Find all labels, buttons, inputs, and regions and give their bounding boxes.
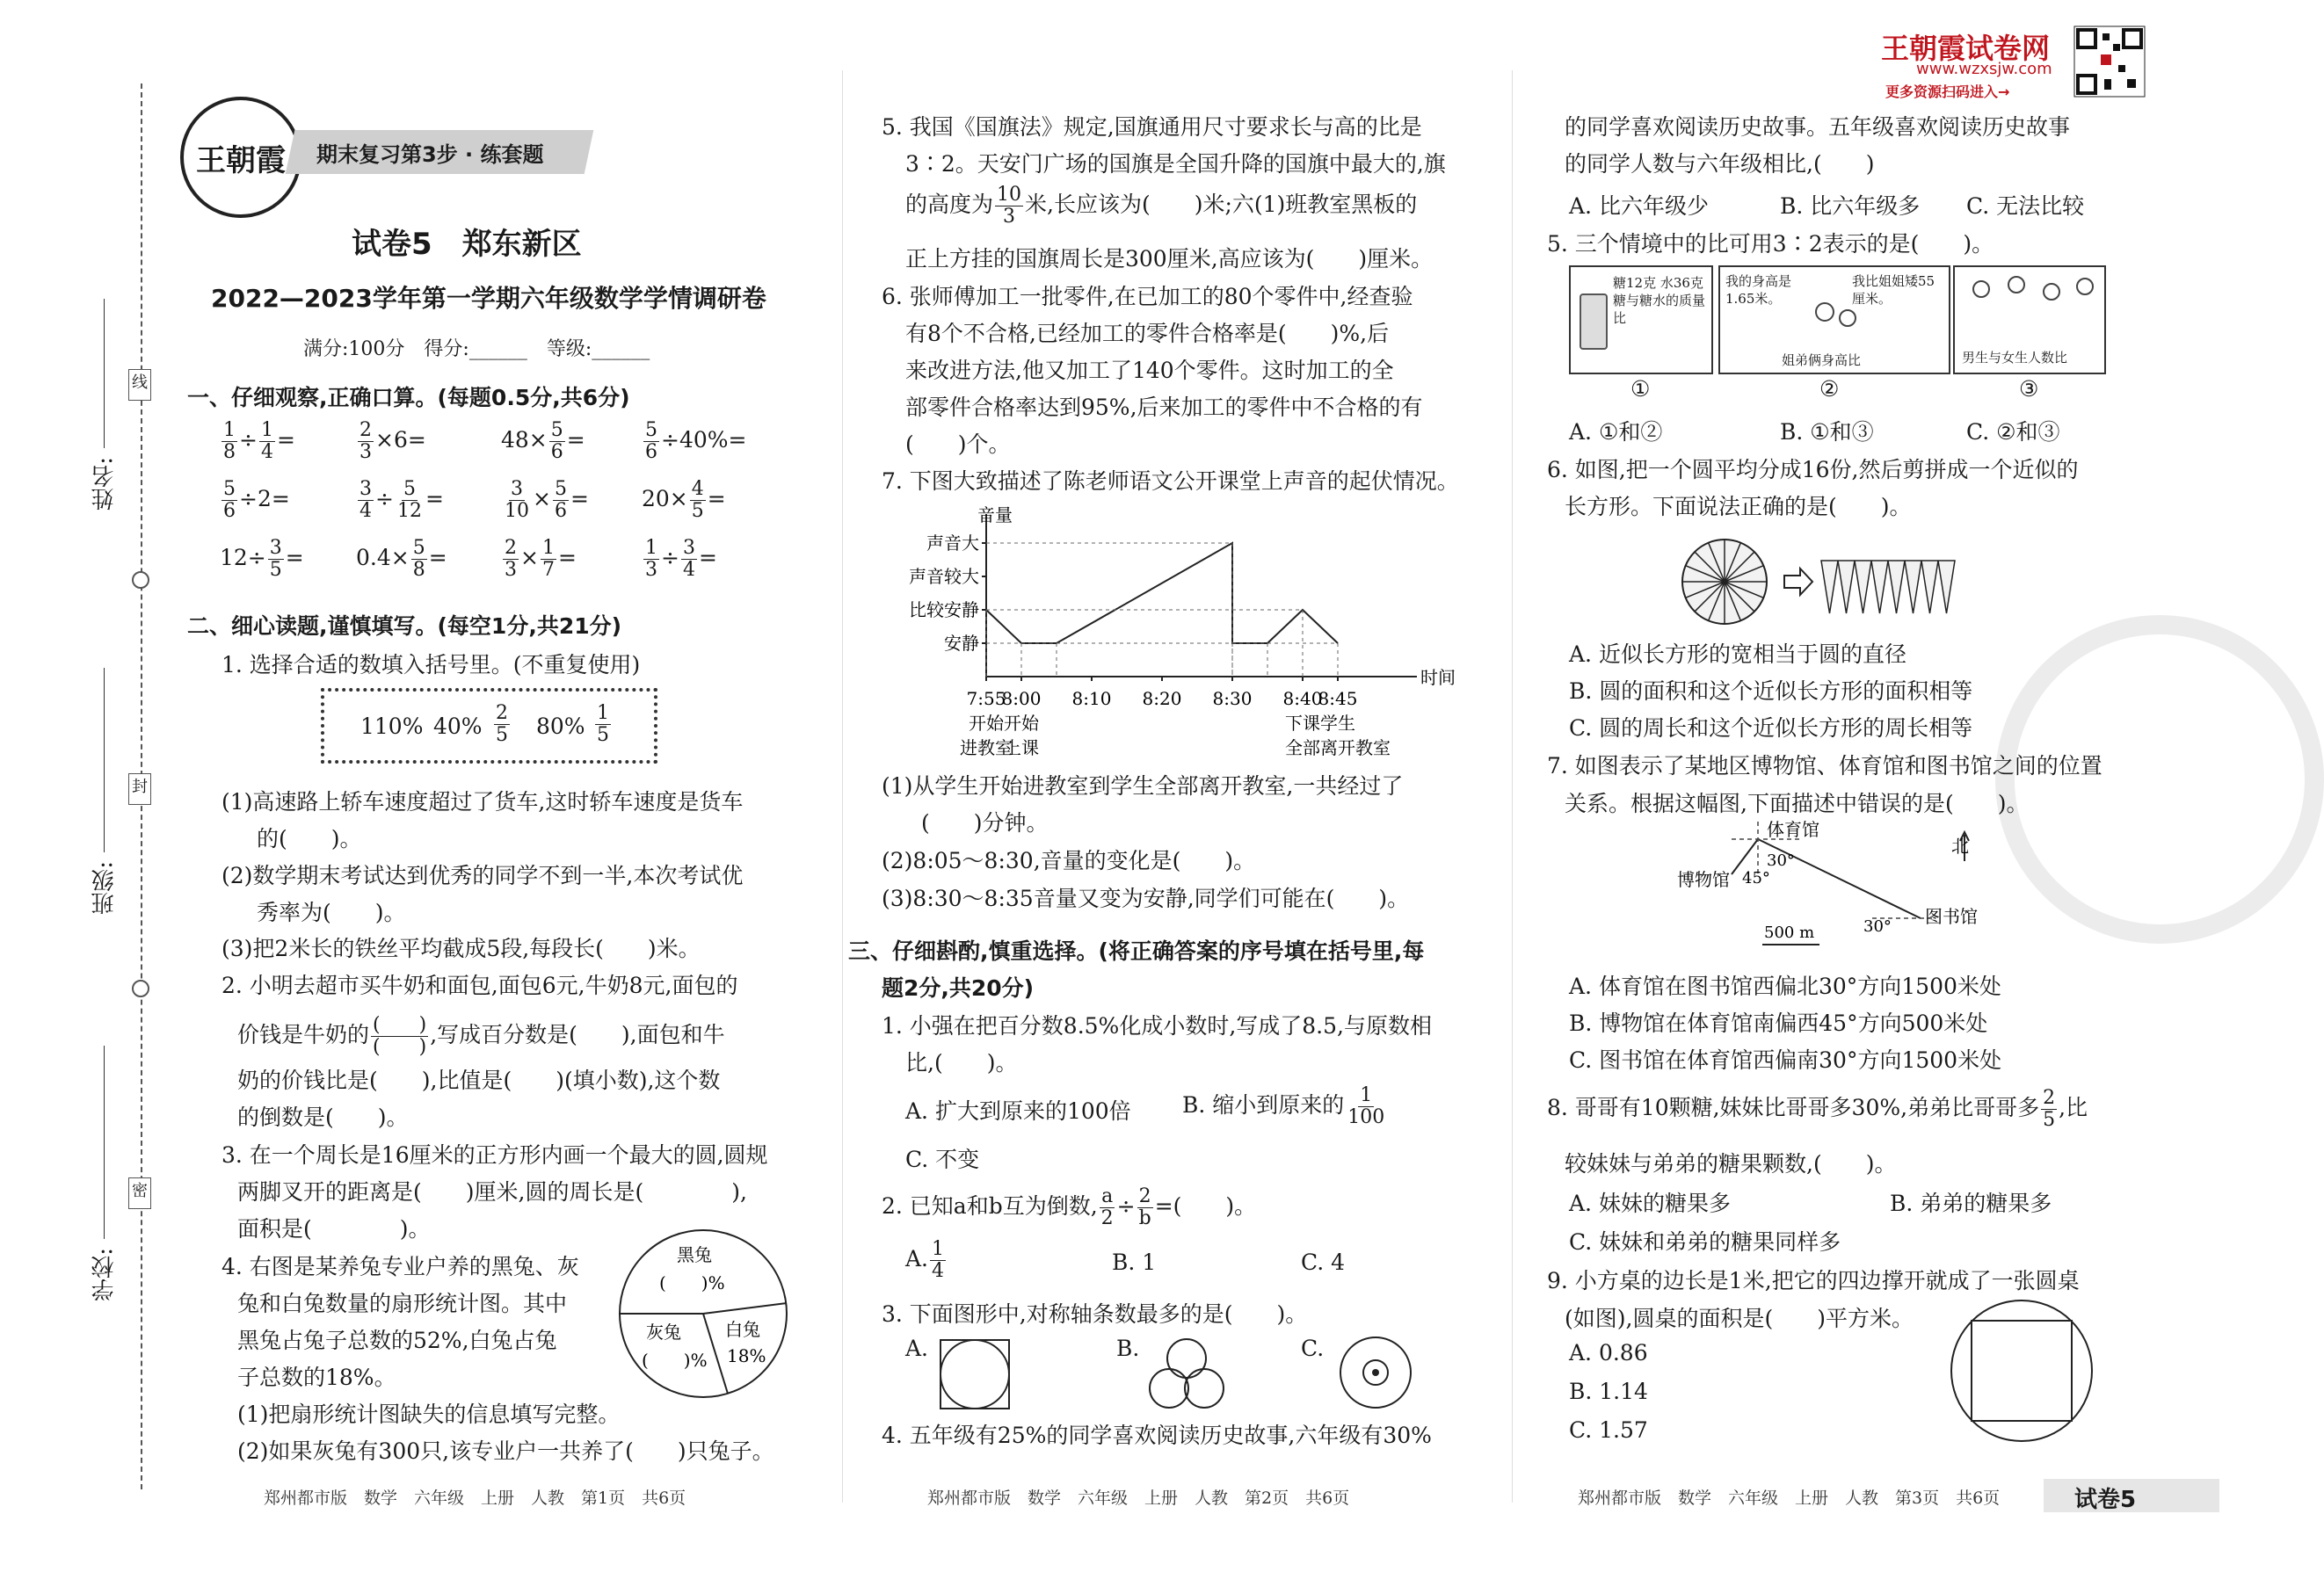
choice-q4-c[interactable]: C. 无法比较 [1966,193,2085,219]
choice-q9: 9. 小方桌的边长是1米,把它的四边撑开就成了一张圆桌 [1547,1268,2080,1293]
q2-4e: (1)把扇形统计图缺失的信息填写完整。 [237,1402,621,1427]
chart-x-tick-label: 8:30 [1212,688,1253,709]
section1-heading: 一、仔细观察,正确口算。(每题0.5分,共6分) [187,385,630,410]
choice-q8: 8. 哥哥有10颗糖,妹妹比哥哥多30%,弟弟比哥哥多 $\frac{2}{5}$ ,比 [1547,1087,2088,1131]
scenario-image-2: 我的身高是1.65米。 我比姐姐矮55厘米。 姐弟俩身高比 [1718,265,1950,374]
scenario-image-3: 男生与女生人数比 [1953,265,2106,374]
position-map [1670,819,2039,953]
chart-x-note: 下课 [1285,713,1320,734]
map-angle-45: 45° [1742,869,1770,887]
calc-item: $\frac{2}{3}$ ×6= [359,419,426,463]
q2-5a: 5. 我国《国旗法》规定,国旗通用尺寸要求长与高的比是 [882,114,1422,140]
calc-item: $\frac{3}{4}$ ÷ $\frac{5}{12}$ = [359,478,444,522]
q2-1-2: (2)数学期末考试达到优秀的同学不到一半,本次考试优 [222,863,744,888]
site-url[interactable]: www.wzxsjw.com [1916,60,2052,78]
choice-q6: 6. 如图,把一个圆平均分成16份,然后剪拼成一个近似的 [1547,457,2079,482]
choice-q8-b[interactable]: B. 弟弟的糖果多 [1890,1191,2052,1216]
choice-q7-a[interactable]: A. 体育馆在图书馆西偏北30°方向1500米处 [1569,974,2001,999]
choice-q8b: 较妹妹与弟弟的糖果颗数,( )。 [1565,1151,1897,1177]
square-circle-figure [936,1336,1015,1415]
q2-4c: 黑兔占兔子总数的52%,白兔占兔 [237,1328,557,1353]
q2-4f: (2)如果灰兔有300只,该专业户一共养了( )只兔子。 [237,1438,774,1464]
chart-x-tick-label: 7:55 [966,688,1006,709]
choice-q9-c[interactable]: C. 1.57 [1569,1417,1648,1443]
pie-divider [703,1303,787,1314]
q2-7: 7. 下图大致描述了陈老师语文公开课堂上声音的起伏情况。 [882,468,1459,494]
qr-code-icon[interactable] [2074,26,2145,97]
beaker-icon [1580,293,1608,350]
q2-1-text: 1. 选择合适的数填入括号里。(不重复使用) [222,652,641,677]
class-field[interactable] [104,668,105,852]
cut-mark-1: 线 [128,369,151,401]
chart-x-note: 开始 [1004,713,1039,734]
person-icon [1972,280,1990,298]
pie-label-black: 黑兔 [677,1244,712,1265]
q2-1-1-blank[interactable]: 的( )。 [257,826,362,851]
map-museum-label: 博物馆 [1677,869,1730,890]
school-label: 学校: [91,1248,118,1301]
q2-4b: 兔和白兔数量的扇形统计图。其中 [237,1291,568,1316]
chart-y-tick-label: 安静 [944,633,979,654]
arrow-right-icon [1784,569,1812,595]
school-field[interactable] [104,1046,105,1239]
three-circles-figure [1143,1334,1231,1413]
choice-q1-c[interactable]: C. 不变 [905,1147,980,1172]
choice-q2-a[interactable]: A. $\frac{1}{4}$ [905,1238,945,1282]
q2-3: 3. 在一个周长是16厘米的正方形内画一个最大的圆,圆规 [222,1142,768,1168]
q2-6c: 来改进方法,他又加工了140个零件。这时加工的全 [905,358,1394,383]
choice-q5-b[interactable]: B. ①和③ [1780,419,1874,445]
choice-q6b: 长方形。下面说法正确的是( )。 [1565,494,1912,519]
calc-item: 20× $\frac{4}{5}$ = [642,478,726,522]
calc-item: 12÷ $\frac{3}{5}$ = [220,537,304,581]
person-icon [2043,283,2060,301]
chart-x-note: 全部离开教室 [1285,737,1391,758]
pie-label-gray: 灰兔 [646,1322,681,1343]
choice-q2-b[interactable]: B. 1 [1112,1250,1157,1275]
choice-2-5: $\frac{2}{5}$ [496,702,508,746]
rabbit-pie-chart [615,1226,791,1402]
q2-5b: 3∶2。天安门广场的国旗是全国升降的国旗中最大的,旗 [905,151,1446,177]
q2-7-3: (3)8:30～8:35音量又变为安静,同学们可能在( )。 [882,886,1410,911]
footer-tag: 试卷5 [2074,1487,2137,1513]
map-angle-30b: 30° [1863,917,1892,936]
paper-subtitle: 2022—2023学年第一学期六年级数学学情调研卷 [211,284,766,313]
chart-x-note: 上课 [1004,737,1039,758]
choice-q4: 4. 五年级有25%的同学喜欢阅读历史故事,六年级有30% [882,1423,1432,1448]
choice-q6-a[interactable]: A. 近似长方形的宽相当于圆的直径 [1569,641,1906,667]
choice-q5-a[interactable]: A. ①和② [1569,419,1663,445]
q2-6a: 6. 张师傅加工一批零件,在已加工的80个零件中,经查验 [882,284,1413,309]
choice-80: 80% [536,714,585,739]
volume-line-chart [888,504,1456,769]
pie-pct-white: 18% [727,1345,766,1366]
scenario-image-1: 糖12克 水36克 糖与糖水的质量比 [1569,265,1713,374]
concentric-circles-figure [1332,1329,1420,1416]
map-angle-30: 30° [1767,851,1795,870]
calc-item: $\frac{1}{3}$ ÷ $\frac{3}{4}$ = [645,537,717,581]
calc-item: $\frac{3}{10}$ × $\frac{5}{6}$ = [505,478,589,522]
q2-6e: ( )个。 [905,431,1011,457]
q2-7-2: (2)8:05～8:30,音量的变化是( )。 [882,848,1256,873]
footer-page2: 郑州都市版 数学 六年级 上册 人教 第2页 共6页 [927,1489,1350,1508]
page-divider [1512,70,1513,1503]
choice-q3: 3. 下面图形中,对称轴条数最多的是( )。 [882,1301,1308,1327]
section3-heading: 三、仔细斟酌,慎重选择。(将正确答案的序号填在括号里,每 [848,938,1425,964]
scenario-num-3: ③ [2019,376,2039,402]
choice-q8-a[interactable]: A. 妹妹的糖果多 [1569,1191,1731,1216]
pie-pct-black: ( )% [659,1272,725,1293]
scenario-num-1: ① [1630,376,1651,402]
choice-q4-b[interactable]: B. 比六年级多 [1780,193,1921,219]
cut-mark-3: 密 [128,1177,151,1209]
choice-q7-b[interactable]: B. 博物馆在体育馆南偏西45°方向500米处 [1569,1011,1988,1036]
brand-logo: 王朝霞 [180,97,301,218]
choice-q5: 5. 三个情境中的比可用3∶2表示的是( )。 [1547,231,1994,257]
choice-q4c: 的同学人数与六年级相比,( ) [1565,151,1875,177]
q2-4d: 子总数的18%。 [237,1365,396,1390]
pie-pct-gray: ( )% [642,1350,708,1371]
choice-q3-c[interactable]: C. [1301,1336,1325,1361]
chart-x-label: 时间 [1420,667,1456,688]
chart-x-tick-label: 8:00 [1001,688,1042,709]
circle-to-rectangle-figure [1679,536,1969,628]
q2-6d: 部零件合格率达到95%,后来加工的零件中不合格的有 [905,395,1423,420]
choice-1-5: $\frac{1}{5}$ [597,702,609,746]
section3-heading-2: 题2分,共20分) [882,975,1035,1001]
choice-q7-c[interactable]: C. 图书馆在体育馆西偏南30°方向1500米处 [1569,1047,2002,1073]
choice-q7: 7. 如图表示了某地区博物馆、体育馆和图书馆之间的位置 [1547,753,2102,779]
person-icon [1839,309,1856,327]
choice-q6-c[interactable]: C. 圆的周长和这个近似长方形的周长相等 [1569,715,1973,741]
chart-x-tick-label: 8:10 [1071,688,1112,709]
chart-y-tick-label: 比较安静 [909,599,979,620]
q2-4a: 4. 右图是某养兔专业户养的黑兔、灰 [222,1254,579,1279]
name-label: 姓名: [91,457,118,511]
chart-x-tick-label: 8:20 [1142,688,1182,709]
choice-q9-b[interactable]: B. 1.14 [1569,1379,1648,1404]
q2-5d: 正上方挂的国旗周长是300厘米,高应该为( )厘米。 [905,246,1434,272]
choice-q1: 1. 小强在把百分数8.5%化成小数时,写成了8.5,与原数相 [882,1013,1432,1039]
choice-q7b: 关系。根据这幅图,下面描述中错误的是( )。 [1565,791,2029,816]
paper-title: 试卷5 郑东新区 [352,227,582,262]
q2-2b: 价钱是牛奶的 $\frac{( )}{( )}$ ,写成百分数是( ),面包和牛 [237,1014,725,1058]
scenario-num-2: ② [1819,376,1840,402]
page-divider [842,70,843,1503]
choice-q3-a[interactable]: A. [905,1336,929,1361]
choice-q9-a[interactable]: A. 0.86 [1569,1340,1648,1366]
choice-110: 110% [360,714,424,739]
q2-1-1: (1)高速路上轿车速度超过了货车,这时轿车速度是货车 [222,789,744,815]
binding-hole-icon [132,571,149,589]
map-gym-label: 体育馆 [1767,819,1819,840]
q2-7-1b[interactable]: ( )分钟。 [921,810,1049,836]
calc-item: $\frac{1}{8}$ ÷ $\frac{1}{4}$ = [223,419,295,463]
calc-item: $\frac{2}{3}$ × $\frac{1}{7}$ = [505,537,577,581]
choice-40: 40% [433,714,483,739]
choice-q3-b[interactable]: B. [1116,1336,1140,1361]
q2-5c: 的高度为 $\frac{10}{3}$ 米,长应该为( )米;六(1)班教室黑板的 [905,184,1418,228]
map-scale-label: 500 m [1764,924,1815,942]
calc-item: $\frac{5}{6}$ ÷2= [223,478,290,522]
volume-series-line [986,543,1338,643]
q2-3b: 两脚叉开的距离是( )厘米,圆的周长是( ), [237,1179,747,1205]
choice-q1-a[interactable]: A. 扩大到原来的100倍 [905,1098,1131,1124]
q2-1-2-blank[interactable]: 秀率为( )。 [257,900,406,925]
cut-mark-2: 封 [128,773,151,805]
footer-page3: 郑州都市版 数学 六年级 上册 人教 第3页 共6页 [1578,1489,2001,1508]
name-field[interactable] [104,299,105,448]
map-library-label: 图书馆 [1925,906,1978,927]
choice-q2: 2. 已知a和b互为倒数, $\frac{a}{2}$ ÷ $\frac{2}{b}$ =( )。 [882,1185,1257,1229]
q2-2: 2. 小明去超市买牛奶和面包,面包6元,牛奶8元,面包的 [222,973,738,998]
choice-q9b: (如图),圆桌的面积是( )平方米。 [1565,1306,1914,1331]
person-icon [1815,302,1834,322]
choice-q1-b[interactable]: B. 缩小到原来的 $\frac{1}{100}$ [1182,1084,1385,1128]
person-icon [2008,276,2025,293]
q2-2c: 奶的价钱比是( ),比值是( )(填小数),这个数 [237,1068,721,1093]
chart-x-note: 进教室 [960,737,1013,758]
pie-label-white: 白兔 [725,1319,760,1340]
choice-q4-a[interactable]: A. 比六年级少 [1569,193,1709,219]
choice-q5-c[interactable]: C. ②和③ [1966,419,2060,445]
tag-label: 期末复习第3步 · 练套题 [316,142,544,167]
chart-y-tick-label: 声音大 [926,532,979,554]
site-more: 更多资源扫码进入→ [1885,83,2010,100]
choice-q2-c[interactable]: C. 4 [1301,1250,1346,1275]
calc-item: 0.4× $\frac{5}{8}$ = [356,537,447,581]
class-label: 班级: [91,861,118,915]
map-north-label: 北 [1951,836,1969,857]
round-table-figure [1947,1296,2096,1445]
footer-page1: 郑州都市版 数学 六年级 上册 人教 第1页 共6页 [264,1489,686,1508]
calc-item: 48× $\frac{5}{6}$ = [501,419,585,463]
chart-y-label: 音量 [977,504,1013,525]
choice-q8-c[interactable]: C. 妹妹和弟弟的糖果同样多 [1569,1229,1841,1255]
score-line: 满分:100分 得分:______ 等级:______ [303,338,650,360]
chart-y-tick-label: 声音较大 [909,566,979,587]
choice-q6-b[interactable]: B. 圆的面积和这个近似长方形的面积相等 [1569,678,1973,704]
choice-q1b: 比,( )。 [905,1050,1018,1076]
binding-hole-icon [132,980,149,997]
person-icon [2076,278,2094,295]
choice-q4b: 的同学喜欢阅读历史故事。五年级喜欢阅读历史故事 [1565,114,2071,140]
chart-x-tick-label: 8:40 [1282,688,1323,709]
q2-7-1: (1)从学生开始进教室到学生全部离开教室,一共经过了 [882,773,1404,799]
q2-3c: 面积是( )。 [237,1216,431,1242]
section2-heading: 二、细心读题,谨慎填写。(每空1分,共21分) [187,613,622,639]
chart-x-note: 学生 [1320,713,1355,734]
q2-2d: 的倒数是( )。 [237,1105,409,1130]
calc-item: $\frac{5}{6}$ ÷40%= [645,419,747,463]
q2-1-3: (3)把2米长的铁丝平均截成5段,每段长( )米。 [222,936,701,961]
chart-x-note: 开始 [969,713,1004,734]
q2-6b: 有8个不合格,已经加工的零件合格率是( )%,后 [905,321,1390,346]
site-title: 王朝霞试卷网 [1881,32,2051,65]
approx-rectangle [1821,561,1955,613]
chart-x-tick-label: 8:45 [1318,688,1358,709]
